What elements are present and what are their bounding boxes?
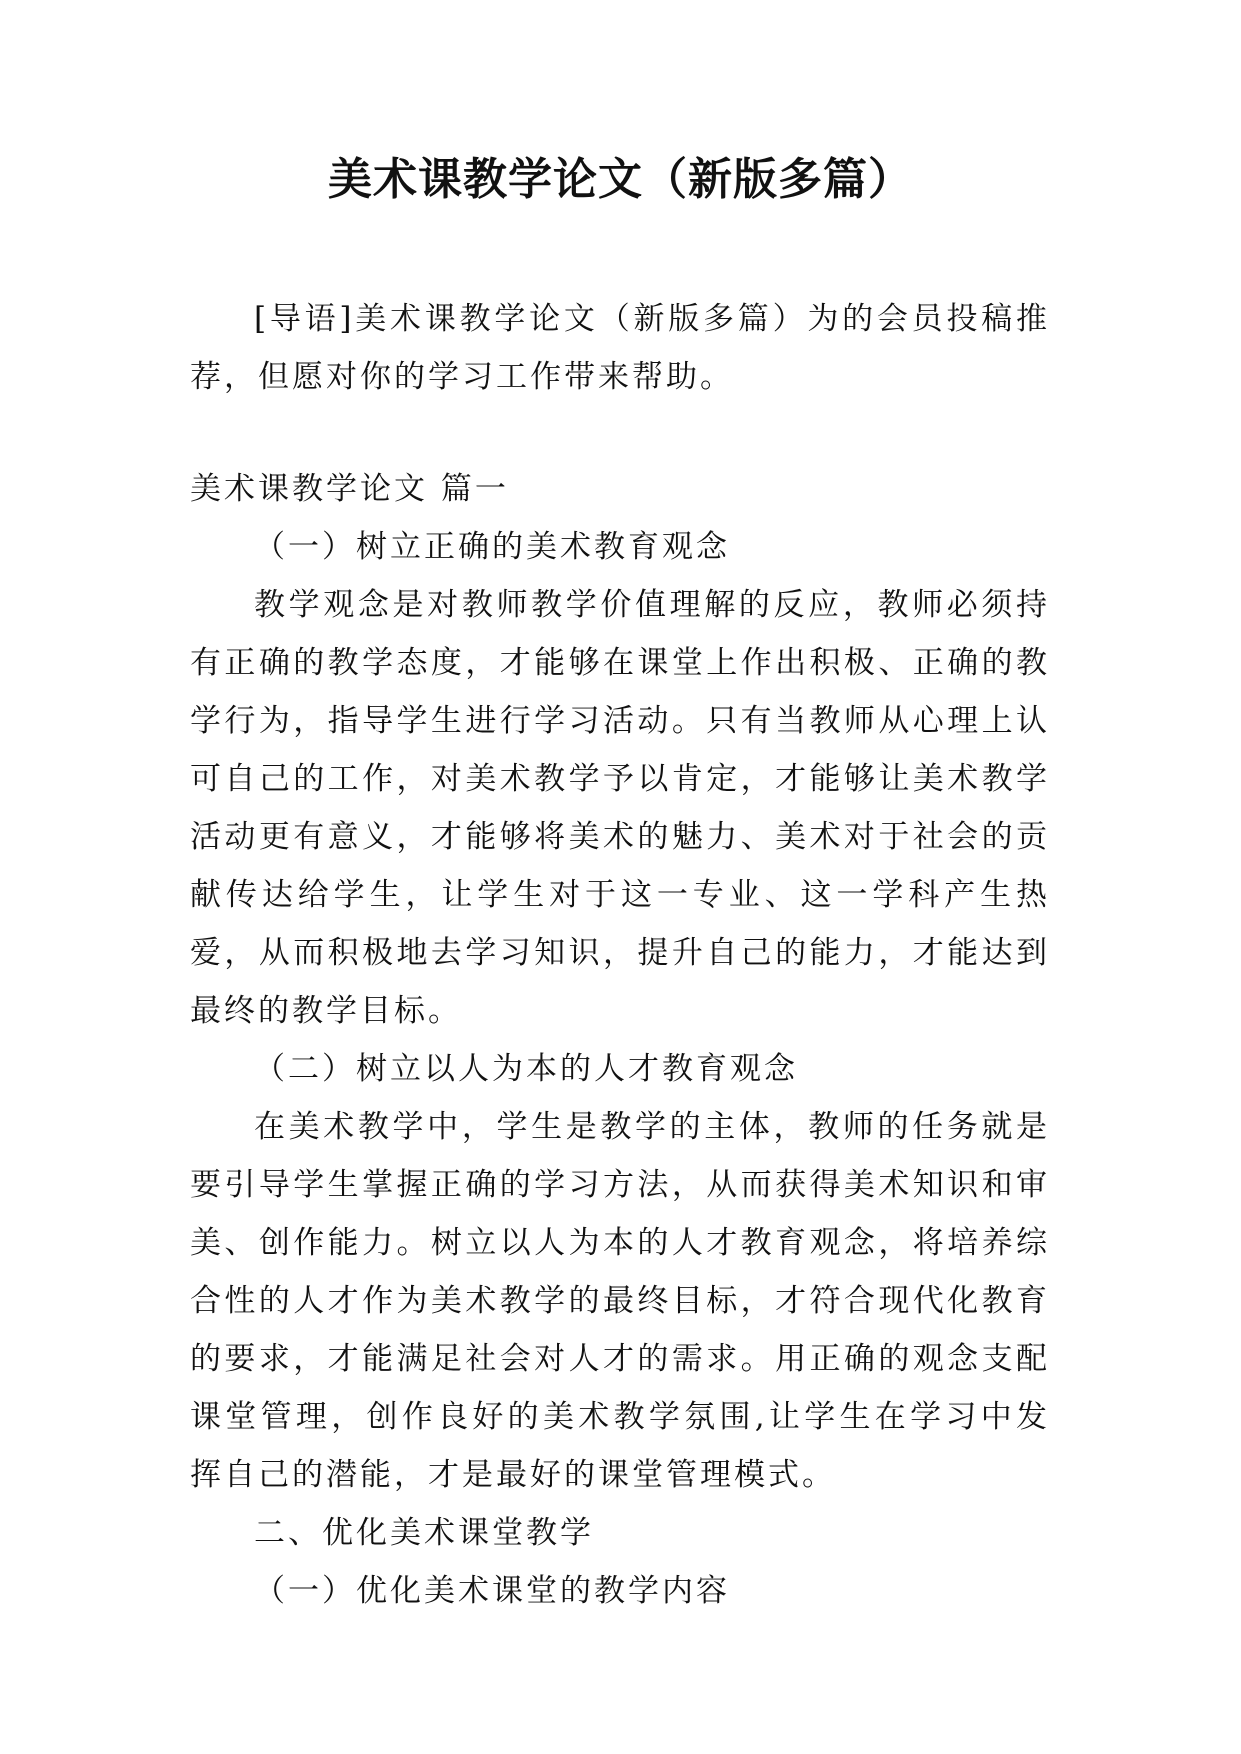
body-paragraph: 教学观念是对教师教学价值理解的反应，教师必须持有正确的教学态度，才能够在课堂上作出积极、正确的教学行为，指导学生进行学习活动。只有当教师从心理上认可自己的工作，对美术教学予以肯定，才能够让美术教学活动更有意义，才能够将美术的魅力、美术对于社会的贡献传达给学生，让学生对于这一专业、这一学科产生热爱，从而积极地去学习知识，提升自己的能力，才能达到最终的教学目标。 <box>190 587 1050 1029</box>
intro-paragraph: [导语]美术课教学论文（新版多篇）为的会员投稿推荐，但愿对你的学习工作带来帮助。 <box>190 301 1050 395</box>
document-body <box>190 460 1050 1620</box>
sub-heading-optimize-content: （一）优化美术课堂的教学内容 <box>254 1573 730 1609</box>
section-title: 美术课教学论文 篇一 <box>190 471 509 507</box>
sub-heading-people-oriented: （二）树立以人为本的人才教育观念 <box>254 1051 798 1087</box>
document-title: 美术课教学论文（新版多篇） <box>328 154 913 205</box>
section-heading-optimize-teaching: 二、优化美术课堂教学 <box>254 1515 594 1551</box>
body-paragraph: 在美术教学中，学生是教学的主体，教师的任务就是要引导学生掌握正确的学习方法，从而获得美术知识和审美、创作能力。树立以人为本的人才教育观念，将培养综合性的人才作为美术教学的最终目标，才符合现代化教育的要求，才能满足社会对人才的需求。用正确的观念支配课堂管理，创作良好的美术教学氛围,让学生在学习中发挥自己的潜能，才是最好的课堂管理模式。 <box>190 1109 1050 1493</box>
sub-heading-correct-concept: （一）树立正确的美术教育观念 <box>254 529 730 565</box>
